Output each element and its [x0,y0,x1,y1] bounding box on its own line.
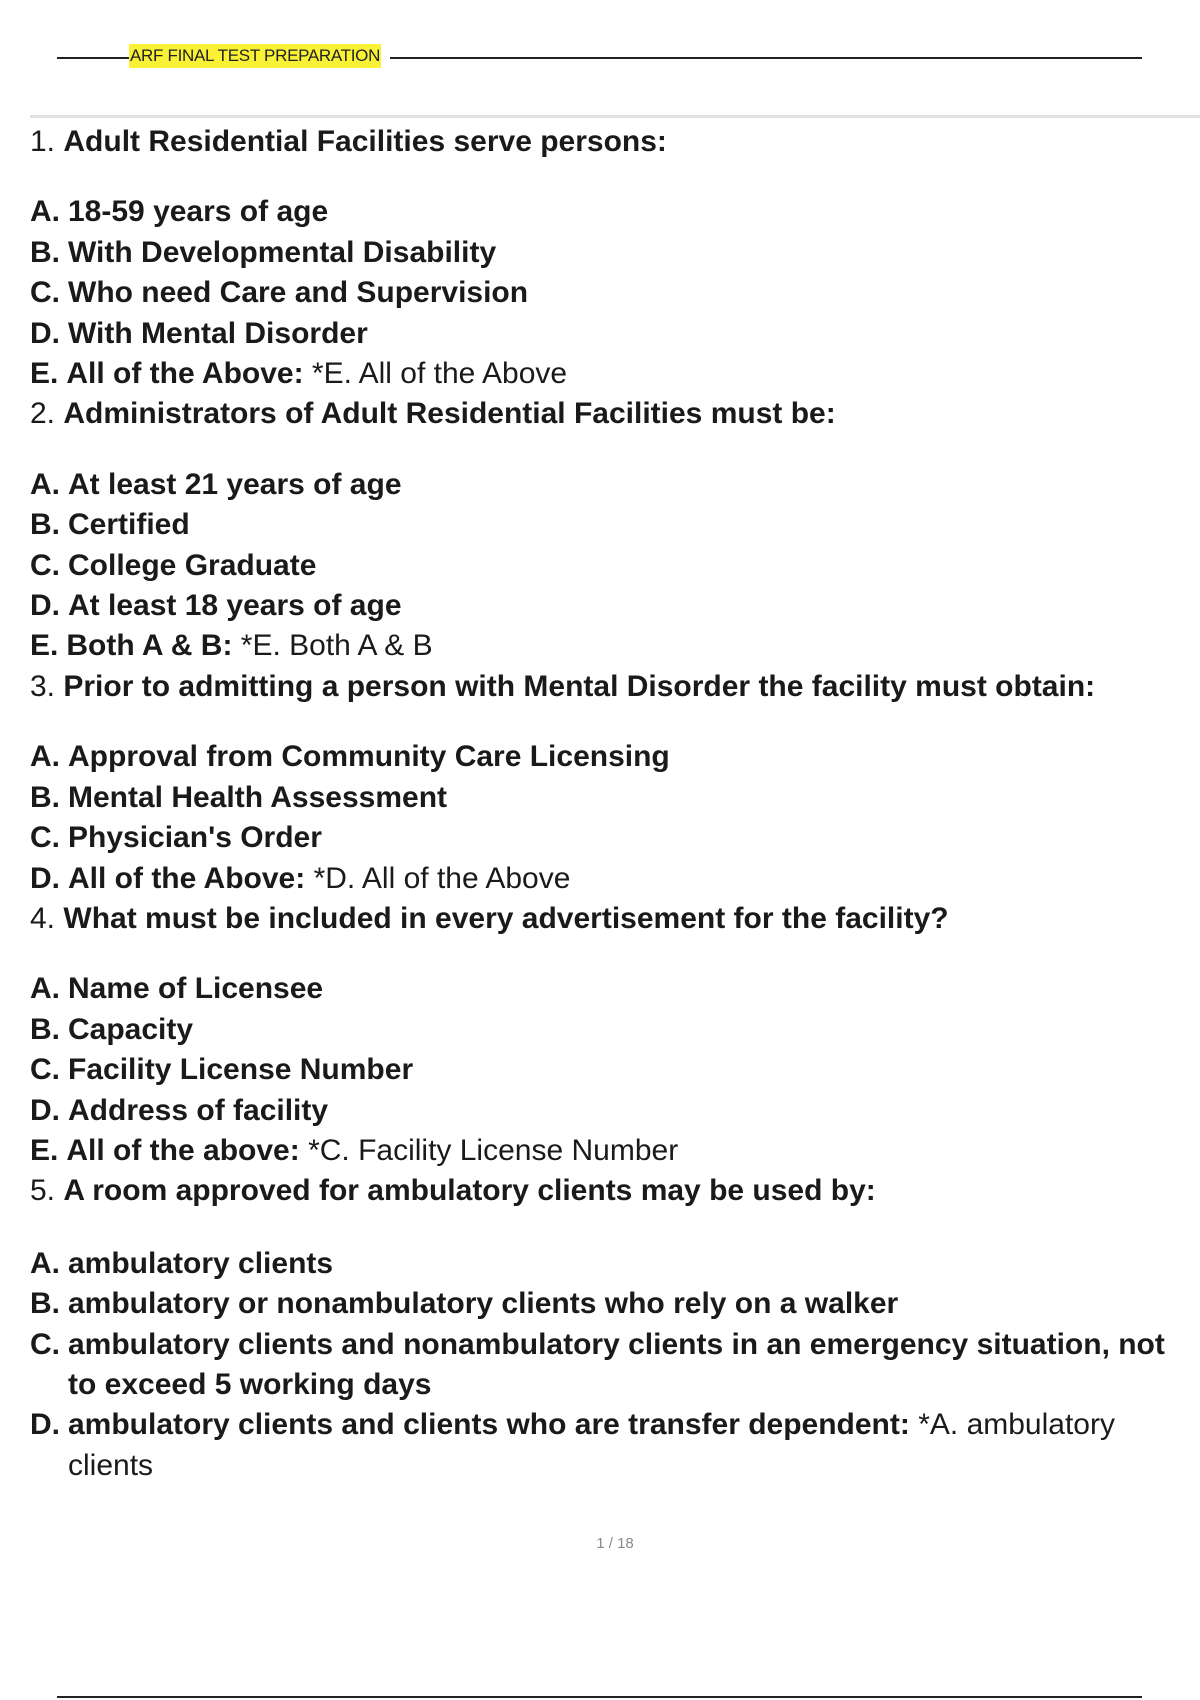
option-text: 18-59 years of age [68,195,329,229]
option-text: ambulatory clients [68,1246,334,1280]
option-text: Physician's Order [68,821,322,855]
option-letter: B. [30,1012,60,1046]
option-letter: B. [30,780,60,814]
option-text: At least 21 years of age [68,467,402,501]
question-number: 2. [30,397,56,431]
option-5a [30,1244,1198,1284]
option-letter: A. [30,1246,60,1280]
option-text: Approval from Community Care Licensing [68,740,670,774]
option-text: With Developmental Disability [68,235,497,269]
question-5 [30,1171,1198,1211]
page-header [57,44,1142,68]
option-2b [30,505,1198,545]
option-text: At least 18 years of age [68,589,402,623]
question-3 [30,667,1198,707]
question-text: Administrators of Adult Residential Facilities must be: [63,397,836,431]
option-2d [30,586,1198,626]
option-text: With Mental Disorder [68,316,368,350]
answer-key: *A. ambulatory clients [68,1408,1115,1482]
option-text: Mental Health Assessment [68,780,448,814]
option-letter: D. [30,316,60,350]
option-text: Capacity [68,1012,194,1046]
option-5d [30,1405,1198,1486]
option-letter: D. [30,1093,60,1127]
option-text: College Graduate [68,548,317,582]
option-3a [30,737,1198,777]
option-2a [30,465,1198,505]
question-4 [30,899,1198,939]
option-text: ambulatory clients and clients who are transfer dependent: [68,1408,910,1442]
option-text: All of the above: [66,1133,300,1167]
option-letter: D. [30,1408,60,1442]
option-letter: A. [30,972,60,1006]
option-letter: E. [30,357,59,391]
option-text: Who need Care and Supervision [68,276,529,310]
option-4c [30,1050,1198,1090]
header-rule-left [57,57,129,59]
option-letter: C. [30,1327,60,1361]
option-letter: B. [30,508,60,542]
option-3c [30,818,1198,858]
question-text: Prior to admitting a person with Mental Disorder the facility must obtain: [63,669,1096,703]
question-text: Adult Residential Facilities serve persons: [63,125,667,158]
option-4a [30,969,1198,1009]
option-1e [30,354,1198,394]
top-divider [30,115,1200,118]
option-4d [30,1091,1198,1131]
header-rule-right [390,57,1142,59]
option-letter: B. [30,1287,60,1321]
question-number: 5. [30,1174,56,1208]
option-letter: C. [30,276,60,310]
option-text: All of the Above: [66,357,304,391]
bottom-divider [57,1696,1142,1698]
answer-key: *C. Facility License Number [308,1133,679,1167]
option-1a [30,192,1198,232]
question-number: 4. [30,901,56,935]
option-1d [30,314,1198,354]
answer-key: *E. Both A & B [240,629,433,663]
answer-key: *E. All of the Above [311,357,568,391]
option-letter: D. [30,861,60,895]
option-1b [30,233,1198,273]
option-text: ambulatory or nonambulatory clients who rely on a walker [68,1287,899,1321]
option-text: All of the Above: [68,861,306,895]
option-text: Certified [68,508,190,542]
option-letter: A. [30,740,60,774]
page-number: 1 / 18 [596,1535,634,1552]
option-letter: E. [30,1133,59,1167]
option-2e [30,626,1198,666]
question-1 [30,122,1198,162]
option-letter: A. [30,467,60,501]
option-text: ambulatory clients and nonambulatory clients in an emergency situation, not to exceed 5 working days [68,1327,1165,1401]
question-2 [30,394,1198,434]
option-4e [30,1131,1198,1171]
option-letter: C. [30,821,60,855]
option-3d [30,859,1198,899]
option-text: Both A & B: [66,629,233,663]
option-text: Address of facility [68,1093,329,1127]
question-list [30,122,1198,1486]
option-letter: B. [30,235,60,269]
question-number: 3. [30,669,56,703]
option-3b [30,778,1198,818]
option-letter: E. [30,629,59,663]
question-text: A room approved for ambulatory clients may be used by: [63,1174,876,1208]
option-letter: A. [30,195,60,229]
option-5c [30,1325,1198,1406]
option-1c [30,273,1198,313]
question-number: 1. [30,125,56,158]
option-letter: D. [30,589,60,623]
document-title: ARF FINAL TEST PREPARATION [129,44,381,68]
question-text: What must be included in every advertisement for the facility? [63,901,949,935]
option-5b [30,1284,1198,1324]
option-2c [30,546,1198,586]
option-4b [30,1010,1198,1050]
answer-key: *D. All of the Above [313,861,571,895]
option-text: Name of Licensee [68,972,324,1006]
option-letter: C. [30,548,60,582]
option-letter: C. [30,1053,60,1087]
option-text: Facility License Number [68,1053,414,1087]
